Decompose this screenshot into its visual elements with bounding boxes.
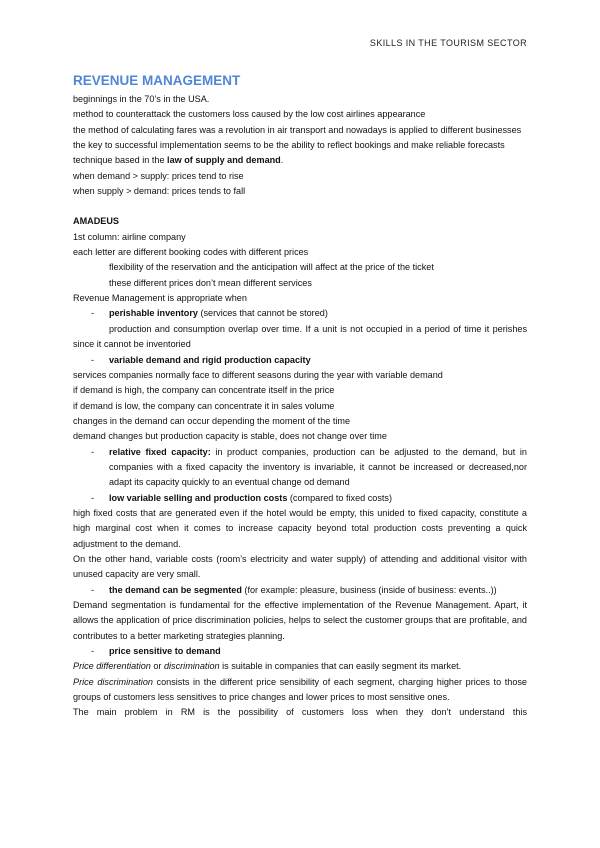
text-line: if demand is low, the company can concentrate it in sales volume bbox=[73, 400, 335, 411]
bullet-item: - low variable selling and production costs (compared to fixed costs) bbox=[91, 492, 392, 503]
bullet-item: - perishable inventory (services that cannot be stored) bbox=[91, 308, 328, 319]
section-title-amadeus: AMADEUS bbox=[73, 216, 119, 227]
paragraph: production and consumption overlap over time. If a unit is not occupied in a period of time it perishes since it cannot be inventoried bbox=[73, 323, 527, 350]
document-body bbox=[73, 72, 527, 721]
bullet-item: - the demand can be segmented (for example: pleasure, business (inside of business: events..)) bbox=[91, 584, 497, 595]
text-line: when demand > supply: prices tend to rise bbox=[73, 170, 244, 181]
text-line-technique: technique based in the law of supply and demand. bbox=[73, 155, 284, 166]
text-line: the method of calculating fares was a revolution in air transport and nowadays is applied to different businesses bbox=[73, 124, 522, 135]
paragraph: The main problem in RM is the possibility of customers loss when they don’t understand this bbox=[73, 707, 527, 718]
bullet-item: - relative fixed capacity: in product companies, production can be adjusted to the demand, but in companies with a fixed capacity the inventory is invariable, it cannot be increased or decreased,nor adapt its capacity quickly to an eventual change od demand bbox=[91, 446, 527, 488]
bullet-item: - price sensitive to demand bbox=[91, 646, 221, 657]
text-line: 1st column: airline company bbox=[73, 231, 186, 242]
text-line: if demand is high, the company can concentrate itself in the price bbox=[73, 385, 335, 396]
text-line: method to counterattack the customers loss caused by the low cost airlines appearance bbox=[73, 109, 426, 120]
text-line: demand changes but production capacity is stable, does not change over time bbox=[73, 431, 387, 442]
text-line: changes in the demand can occur depending the moment of the time bbox=[73, 415, 351, 426]
paragraph: Price discrimination consists in the different price sensibility of each segment, charging higher prices to those groups of customers less sensitives to price changes and lower prices to most sensitive ones. bbox=[73, 676, 527, 703]
indented-line: these different prices don’t mean different services bbox=[109, 277, 312, 288]
indented-line: flexibility of the reservation and the anticipation will affect at the price of the ticket bbox=[109, 262, 434, 273]
text-line: the key to successful implementation seems to be the ability to reflect bookings and make reliable forecasts bbox=[73, 140, 505, 151]
paragraph: On the other hand, variable costs (room’s electricity and water supply) of attending and additional visitor with unused capacity are very small. bbox=[73, 553, 527, 580]
paragraph: Demand segmentation is fundamental for the effective implementation of the Revenue Management. Apart, it allows the application of price discrimination policies, helps to select the customer groups that are profitable, and contributes to a better marketing strategies planning. bbox=[73, 600, 527, 641]
paragraph: high fixed costs that are generated even if the hotel would be empty, this unided to fixed capacity, constitute a high marginal cost when it comes to increase capacity beyond total production costs preventing a quick adjustment to the demand. bbox=[73, 507, 527, 549]
text-line: beginnings in the 70’s in the USA. bbox=[73, 94, 210, 104]
bullet-item: - variable demand and rigid production capacity bbox=[91, 354, 311, 365]
text-line: services companies normally face to different seasons during the year with variable demand bbox=[73, 369, 443, 380]
text-line: when supply > demand: prices tends to fall bbox=[73, 186, 246, 197]
running-header: SKILLS IN THE TOURISM SECTOR bbox=[369, 38, 527, 48]
text-line: Revenue Management is appropriate when bbox=[73, 293, 247, 304]
section-title-revenue-management: REVENUE MANAGEMENT bbox=[73, 73, 241, 88]
text-line: each letter are different booking codes with different prices bbox=[73, 247, 309, 258]
paragraph: Price differentiation or discrimination is suitable in companies that can easily segment its market. bbox=[73, 661, 462, 672]
